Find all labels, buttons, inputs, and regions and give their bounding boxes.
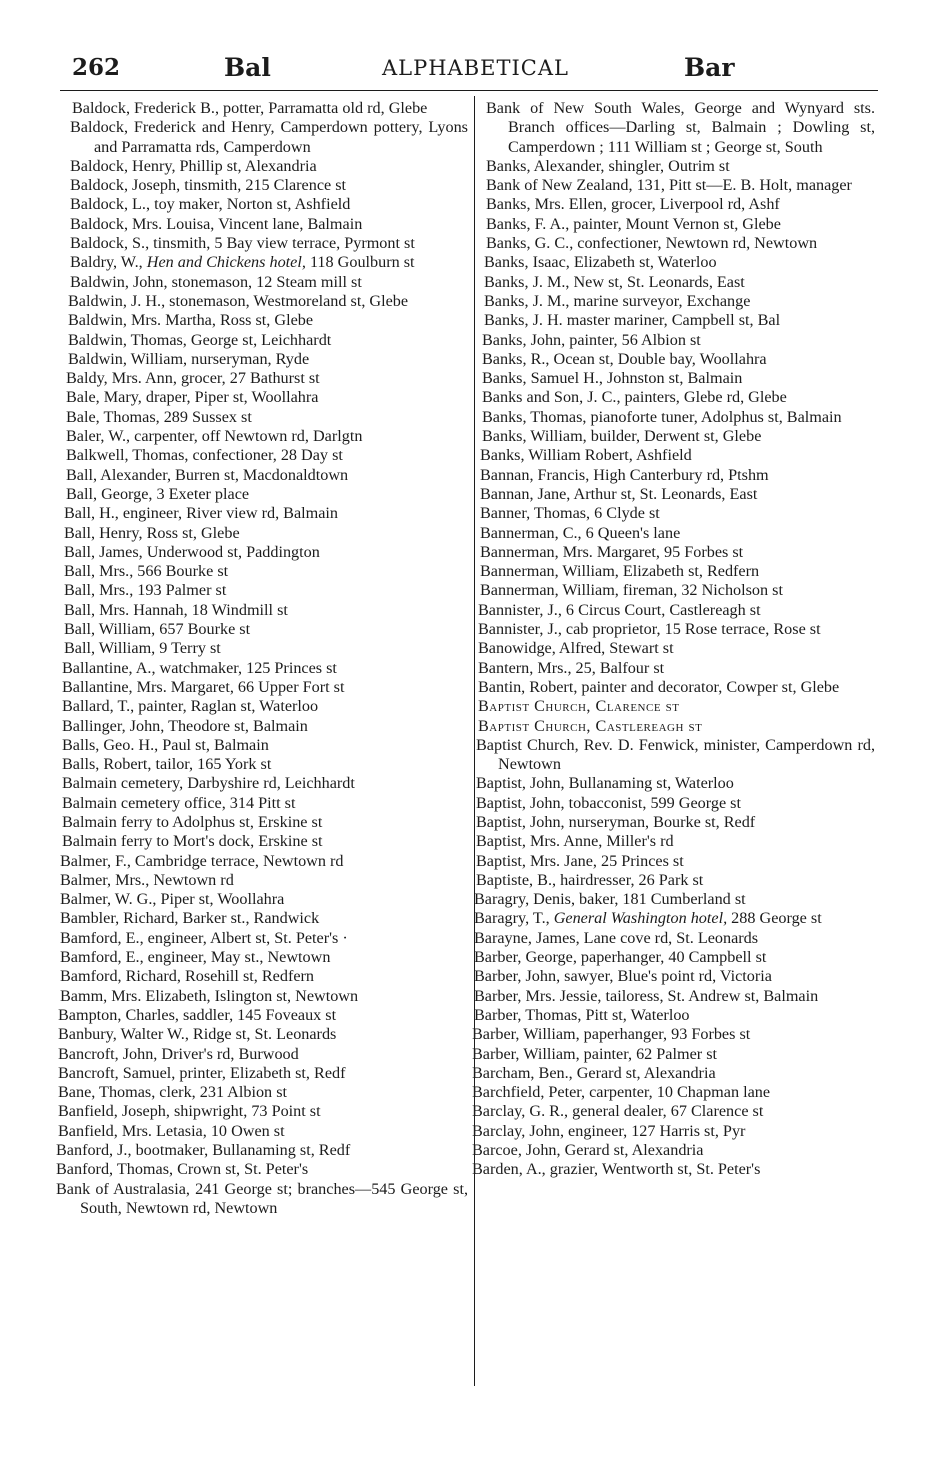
directory-entry: Banks, Mrs. Ellen, grocer, Liverpool rd, Ashf [486, 195, 780, 214]
directory-entry: Bamford, E., engineer, May st., Newtown [60, 948, 331, 967]
entry-name: Baldry, W., [70, 253, 147, 272]
directory-entry: Bannister, J., cab proprietor, 15 Rose terrace, Rose st [478, 620, 821, 639]
directory-entry: Barber, George, paperhanger, 40 Campbell st [474, 948, 767, 967]
directory-entry: Banowidge, Alfred, Stewart st [478, 639, 674, 658]
directory-entry: Baldock, L., toy maker, Norton st, Ashfield [70, 195, 351, 214]
directory-entry: Bancroft, John, Driver's rd, Burwood [58, 1044, 299, 1063]
directory-entry: Barber, John, sawyer, Blue's point rd, Victoria [474, 967, 772, 986]
directory-entry: Balmer, F., Cambridge terrace, Newtown rd [60, 851, 344, 870]
left-column [58, 99, 468, 1218]
directory-entry: Barcham, Ben., Gerard st, Alexandria [472, 1063, 716, 1082]
directory-entry: Bamford, E., engineer, Albert st, St. Peter's · [60, 928, 348, 947]
directory-entry: Baptist, John, Bullanaming st, Waterloo [476, 774, 734, 793]
directory-entry: Ball, Mrs. Hannah, 18 Windmill st [64, 600, 288, 619]
directory-entry: Ball, William, 657 Bourke st [64, 620, 251, 639]
directory-entry: Ballantine, A., watchmaker, 125 Princes st [62, 658, 337, 677]
directory-entry: Bannan, Francis, High Canterbury rd, Ptshm [480, 465, 769, 484]
directory-entry: Banks, J. M., marine surveyor, Exchange [484, 291, 751, 310]
directory-entry: Banks, F. A., painter, Mount Vernon st, Glebe [486, 214, 781, 233]
directory-entry: Ball, James, Underwood st, Paddington [64, 542, 320, 561]
directory-entry: Ball, Mrs., 566 Bourke st [64, 562, 229, 581]
directory-entry: Ball, Mrs., 193 Palmer st [64, 581, 227, 600]
directory-entry: Baldock, S., tinsmith, 5 Bay view terrace, Pyrmont st [70, 234, 415, 253]
directory-entry: Banks, William, builder, Derwent st, Glebe [482, 427, 762, 446]
directory-entry: Banford, Thomas, Crown st, St. Peter's [56, 1160, 309, 1179]
directory-entry: Barchfield, Peter, carpenter, 10 Chapman lane [472, 1083, 771, 1102]
directory-entry: Banford, J., bootmaker, Bullanaming st, Redf [56, 1141, 351, 1160]
entry-address: 288 George st [727, 909, 822, 928]
entry-hotel-name: General Washington hotel, [553, 909, 728, 928]
directory-entry: Baptist Church, Clarence st [478, 697, 680, 716]
directory-entry: Banks, Isaac, Elizabeth st, Waterloo [484, 253, 717, 272]
directory-entry: Balmain ferry to Mort's dock, Erskine st [62, 832, 323, 851]
directory-entry: Bane, Thomas, clerk, 231 Albion st [58, 1083, 287, 1102]
directory-entry: Banks, John, painter, 56 Albion st [482, 330, 701, 349]
page-number: 262 [72, 54, 121, 81]
directory-entry: Bamford, Richard, Rosehill st, Redfern [60, 967, 315, 986]
directory-entry: Ball, H., engineer, River view rd, Balmain [64, 504, 339, 523]
directory-entry: Ball, William, 9 Terry st [64, 639, 221, 658]
right-guide-word: Bar [684, 53, 735, 82]
directory-entry: Bank of Australasia, 241 George st; branches—545 George st, South, Newtown rd, Newtown [56, 1179, 468, 1217]
directory-entry: Balmain cemetery, Darbyshire rd, Leichhardt [62, 774, 355, 793]
directory-entry: Bank of New South Wales, George and Wynyard sts. Branch offices—Darling st, Balmain ; Dowling st, Camperdown ; 111 William st ; George st, South [486, 99, 875, 156]
directory-entry: Bale, Mary, draper, Piper st, Woollahra [66, 388, 319, 407]
directory-entry: Baldock, Joseph, tinsmith, 215 Clarence st [70, 176, 347, 195]
directory-entry: Bantin, Robert, painter and decorator, Cowper st, Glebe [478, 677, 840, 696]
directory-entry: Baldock, Mrs. Louisa, Vincent lane, Balmain [70, 214, 363, 233]
directory-entry: Banner, Thomas, 6 Clyde st [480, 504, 660, 523]
directory-entry: Balls, Robert, tailor, 165 York st [62, 755, 272, 774]
directory-entry: Baldwin, William, nurseryman, Ryde [68, 349, 310, 368]
directory-entry: Bamm, Mrs. Elizabeth, Islington st, Newtown [60, 986, 359, 1005]
entry-address: 118 Goulburn st [305, 253, 415, 272]
directory-entry: Banfield, Joseph, shipwright, 73 Point st [58, 1102, 321, 1121]
directory-entry: Baptist, Mrs. Anne, Miller's rd [476, 832, 674, 851]
directory-entry: Ball, Henry, Ross st, Glebe [64, 523, 240, 542]
directory-entry: Bampton, Charles, saddler, 145 Foveaux st [58, 1005, 337, 1024]
directory-entry: Banks, Alexander, shingler, Outrim st [486, 156, 730, 175]
header-rule [60, 90, 878, 91]
directory-entry: Baldwin, J. H., stonemason, Westmoreland st, Glebe [68, 291, 409, 310]
directory-entry: Baldy, Mrs. Ann, grocer, 27 Bathurst st [66, 369, 320, 388]
directory-entry: Bambler, Richard, Barker st., Randwick [60, 909, 320, 928]
directory-entry: Balmain cemetery office, 314 Pitt st [62, 793, 296, 812]
directory-entry: Baptist Church, Castlereagh st [478, 716, 703, 735]
directory-entry: Banks, R., Ocean st, Double bay, Woollahra [482, 349, 767, 368]
directory-entry: Barber, William, paperhanger, 93 Forbes st [472, 1025, 751, 1044]
directory-entry: Baptist, John, nurseryman, Bourke st, Redf [476, 812, 756, 831]
directory-entry: Bancroft, Samuel, printer, Elizabeth st, Redf [58, 1063, 346, 1082]
directory-entry: Baldock, Henry, Phillip st, Alexandria [70, 156, 317, 175]
directory-entry: Ballard, T., painter, Raglan st, Waterloo [62, 697, 319, 716]
directory-entry: Bannister, J., 6 Circus Court, Castlereagh st [478, 600, 761, 619]
directory-entry: Banfield, Mrs. Letasia, 10 Owen st [58, 1121, 285, 1140]
directory-entry: Balmer, Mrs., Newtown rd [60, 870, 234, 889]
directory-entry: Baptist, John, tobacconist, 599 George st [476, 793, 741, 812]
right-column [472, 99, 875, 1180]
directory-entry: Banbury, Walter W., Ridge st, St. Leonards [58, 1025, 337, 1044]
directory-entry: Baldock, Frederick B., potter, Parramatta old rd, Glebe [72, 99, 428, 117]
directory-entry: Barclay, John, engineer, 127 Harris st, Pyr [472, 1121, 746, 1140]
directory-entry: Balmain ferry to Adolphus st, Erskine st [62, 812, 323, 831]
directory-entry: Baptist, Mrs. Jane, 25 Princes st [476, 851, 684, 870]
directory-entry: Bale, Thomas, 289 Sussex st [66, 407, 252, 426]
directory-entry: Baptiste, B., hairdresser, 26 Park st [476, 870, 704, 889]
entry-hotel-name: Hen and Chickens hotel, [146, 253, 306, 272]
directory-entry: Baragry, Denis, baker, 181 Cumberland st [474, 890, 746, 909]
directory-entry: Ballinger, John, Theodore st, Balmain [62, 716, 308, 735]
page-header [60, 48, 878, 88]
directory-entry: Ballantine, Mrs. Margaret, 66 Upper Fort st [62, 677, 345, 696]
section-title: ALPHABETICAL [382, 56, 569, 80]
directory-entry: Barclay, G. R., general dealer, 67 Clarence st [472, 1102, 764, 1121]
directory-entry: Barber, Mrs. Jessie, tailoress, St. Andrew st, Balmain [474, 986, 819, 1005]
directory-entry: Banks, Samuel H., Johnston st, Balmain [482, 369, 743, 388]
directory-entry: Baldock, Frederick and Henry, Camperdown pottery, Lyons and Parramatta rds, Camperdown [70, 118, 468, 156]
entry-name: Baragry, T., [474, 909, 554, 928]
directory-entry: Barcoe, John, Gerard st, Alexandria [472, 1141, 704, 1160]
directory-entry: Bannerman, Mrs. Margaret, 95 Forbes st [480, 542, 744, 561]
directory-entry: Banks and Son, J. C., painters, Glebe rd, Glebe [482, 388, 787, 407]
directory-entry: Bank of New Zealand, 131, Pitt st—E. B. Holt, manager [486, 176, 852, 195]
directory-entry: Bantern, Mrs., 25, Balfour st [478, 658, 665, 677]
directory-entry: Bannerman, William, Elizabeth st, Redfern [480, 562, 760, 581]
directory-entry: Banks, J. H. master mariner, Campbell st, Bal [484, 311, 781, 330]
directory-entry: Barden, A., grazier, Wentworth st, St. Peter's [472, 1160, 761, 1179]
directory-entry: Baptist Church, Rev. D. Fenwick, minister, Camperdown rd, Newtown [476, 735, 875, 774]
column-divider [474, 96, 475, 1386]
directory-entry: Baldwin, Mrs. Martha, Ross st, Glebe [68, 311, 314, 330]
directory-entry: Balmer, W. G., Piper st, Woollahra [60, 890, 285, 909]
directory-entry: Baler, W., carpenter, off Newtown rd, Darlgtn [66, 427, 363, 446]
directory-entry: Balls, Geo. H., Paul st, Balmain [62, 735, 269, 754]
directory-entry: Baldwin, John, stonemason, 12 Steam mill st [70, 272, 362, 291]
directory-entry: Ball, Alexander, Burren st, Macdonaldtown [66, 465, 349, 484]
directory-entry: Baldwin, Thomas, George st, Leichhardt [68, 330, 332, 349]
directory-entry: Banks, William Robert, Ashfield [480, 446, 692, 465]
directory-entry: Ball, George, 3 Exeter place [66, 484, 250, 503]
directory-entry: Balkwell, Thomas, confectioner, 28 Day st [66, 446, 343, 465]
directory-entry: Banks, Thomas, pianoforte tuner, Adolphus st, Balmain [482, 407, 842, 426]
directory-entry: Barber, Thomas, Pitt st, Waterloo [474, 1005, 690, 1024]
directory-entry [474, 909, 875, 928]
directory-entry: Bannerman, William, fireman, 32 Nicholson st [480, 581, 783, 600]
directory-entry: Barayne, James, Lane cove rd, St. Leonards [474, 928, 759, 947]
directory-entry: Bannerman, C., 6 Queen's lane [480, 523, 681, 542]
directory-entry: Barber, William, painter, 62 Palmer st [472, 1044, 718, 1063]
directory-entry: Banks, J. M., New st, St. Leonards, East [484, 272, 745, 291]
left-guide-word: Bal [224, 53, 271, 82]
directory-entry [70, 253, 468, 272]
directory-entry: Banks, G. C., confectioner, Newtown rd, Newtown [486, 234, 818, 253]
directory-entry: Bannan, Jane, Arthur st, St. Leonards, East [480, 484, 758, 503]
